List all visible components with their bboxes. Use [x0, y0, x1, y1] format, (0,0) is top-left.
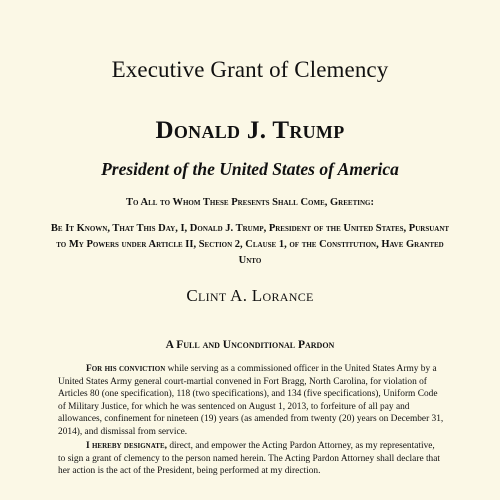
president-office: President of the United States of America [101, 159, 399, 179]
designation-text: direct, and empower the Acting Pardon Attorney, as my representative, to sign a grant of clemency to the person named herein. The Acting Pardon Attorney shall declare that her action is the act of the President, being performed at my direction. [58, 441, 441, 477]
recipient-name: Clint A. Lorance [186, 286, 314, 305]
greeting-line: To All to Whom These Presents Shall Come, Greeting: [126, 197, 374, 208]
pardon-type: A Full and Unconditional Pardon [165, 339, 335, 351]
president-name: Donald J. Trump [155, 117, 345, 144]
conviction-text: while serving as a commissioned officer in the United States Army by a United States Army general court-martial convened in Fort Bragg, North Carolina, for violation of Articles 80 (one specification), 118 (two specifications), and 134 (five specifications), Uniform Code of Military Justice, for which he was sentenced on August 1, 2013, to forfeiture of all pay and allowances, confinement for nineteen (19) years (as amended from twenty (20) years on December 31, 2014), and dismissal from service. [58, 364, 444, 437]
conviction-paragraph [58, 363, 444, 439]
designation-lead: I hereby designate, [86, 441, 167, 451]
conviction-lead: For his conviction [86, 364, 166, 374]
designation-paragraph [58, 440, 444, 478]
proclamation-text: Be It Known, That This Day, I, Donald J. Trump, President of the United States, Pursuant to My Powers under Article II, Section 2, Clause 1, of the Constitution, Have Granted Unto [50, 223, 450, 266]
document-heading: Executive Grant of Clemency [111, 57, 389, 82]
